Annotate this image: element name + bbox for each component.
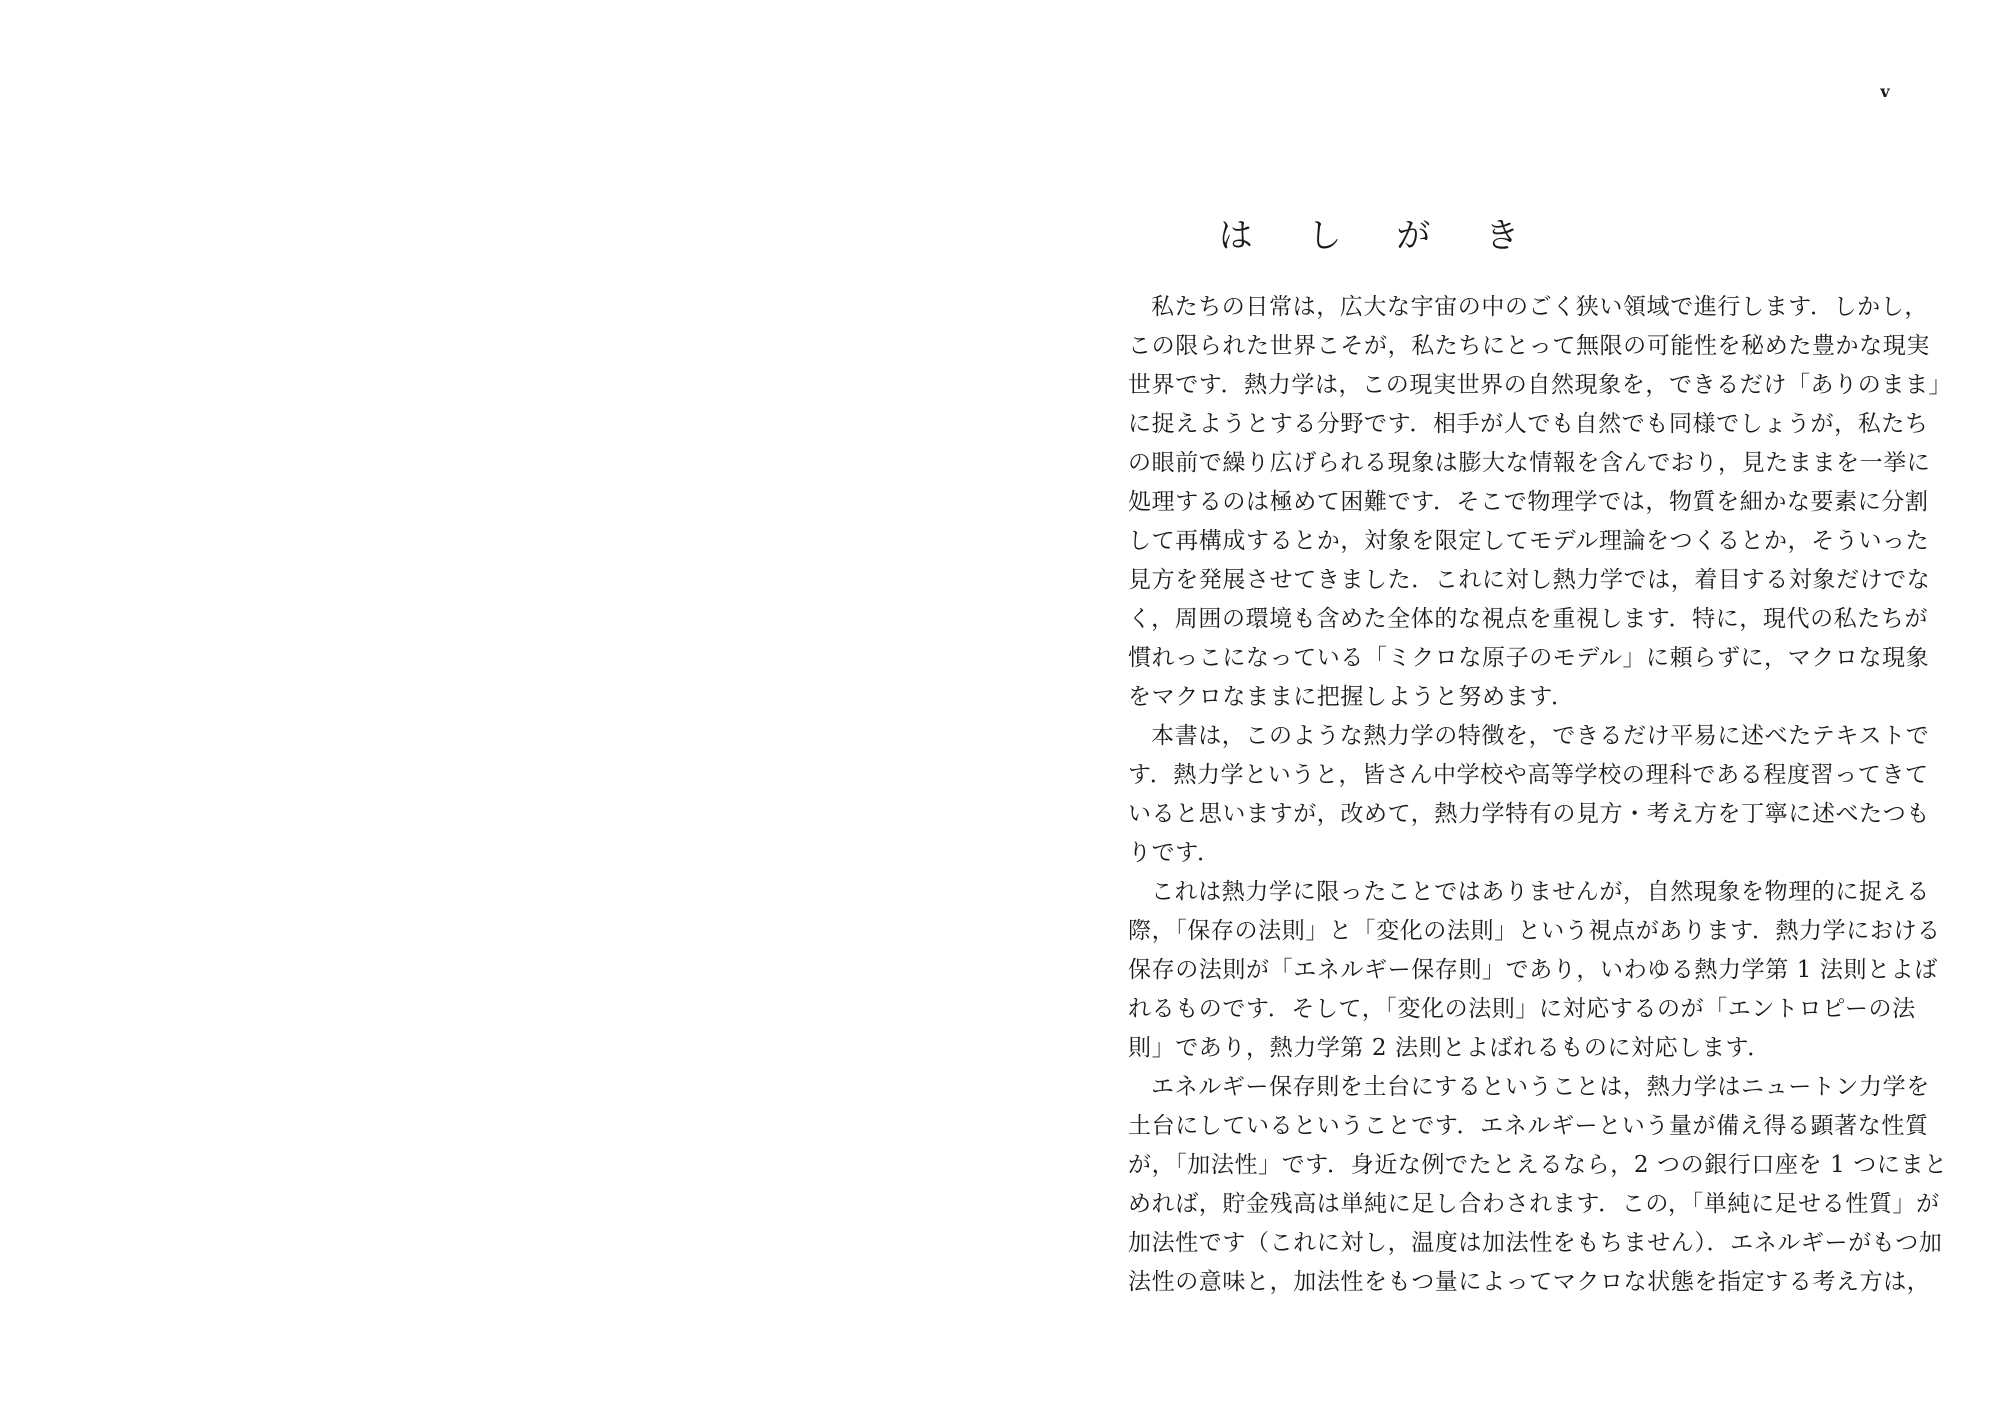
text-line: が，「加法性」です．身近な例でたとえるなら，2 つの銀行口座を 1 つにまと bbox=[1128, 1152, 1948, 1178]
text-line: 際，「保存の法則」と「変化の法則」という視点があります．熱力学における bbox=[1128, 918, 1941, 944]
paragraph bbox=[1128, 873, 1941, 1068]
text-line: をマクロなままに把握しようと努めます． bbox=[1128, 684, 1575, 710]
text-line: 加法性です（これに対し，温度は加法性をもちません）．エネルギーがもつ加 bbox=[1128, 1230, 1943, 1256]
text-line: エネルギー保存則を土台にするということは，熱力学はニュートン力学を bbox=[1151, 1074, 1930, 1100]
preface-body bbox=[1128, 288, 1953, 1302]
text-line: 保存の法則が「エネルギー保存則」であり，いわゆる熱力学第 1 法則とよば bbox=[1128, 957, 1938, 983]
text-line: これは熱力学に限ったことではありませんが，自然現象を物理的に捉える bbox=[1151, 879, 1930, 905]
text-line: 私たちの日常は，広大な宇宙の中のごく狭い領域で進行します．しかし， bbox=[1151, 294, 1928, 320]
paragraph bbox=[1128, 1068, 1948, 1302]
text-line: 則」であり，熱力学第 2 法則とよばれるものに対応します． bbox=[1128, 1035, 1771, 1061]
text-line: 土台にしているということです．エネルギーという量が備え得る顕著な性質 bbox=[1128, 1113, 1929, 1139]
page-title: は し が き bbox=[1218, 215, 1542, 256]
text-line: めれば，貯金残高は単純に足し合わされます．この，「単純に足せる性質」が bbox=[1128, 1191, 1940, 1217]
text-line: 世界です．熱力学は，この現実世界の自然現象を，できるだけ「ありのまま」 bbox=[1128, 372, 1953, 398]
text-line: いると思いますが，改めて，熱力学特有の見方・考え方を丁寧に述べたつも bbox=[1128, 801, 1930, 827]
text-line: す．熱力学というと，皆さん中学校や高等学校の理科である程度習ってきて bbox=[1128, 762, 1929, 788]
text-line: く，周囲の環境も含めた全体的な視点を重視します．特に，現代の私たちが bbox=[1128, 606, 1929, 632]
text-line: して再構成するとか，対象を限定してモデル理論をつくるとか，そういった bbox=[1128, 528, 1930, 554]
text-line: 本書は，このような熱力学の特徴を，できるだけ平易に述べたテキストで bbox=[1151, 723, 1930, 749]
text-line: 慣れっこになっている「ミクロな原子のモデル」に頼らずに，マクロな現象 bbox=[1128, 645, 1930, 671]
text-line: この限られた世界こそが，私たちにとって無限の可能性を秘めた豊かな現実 bbox=[1128, 333, 1930, 359]
text-line: 法性の意味と，加法性をもつ量によってマクロな状態を指定する考え方は， bbox=[1128, 1269, 1931, 1295]
paragraph bbox=[1128, 288, 1953, 717]
text-line: 見方を発展させてきました．これに対し熱力学では，着目する対象だけでな bbox=[1128, 567, 1931, 593]
text-line: りです． bbox=[1128, 840, 1221, 866]
text-line: の眼前で繰り広げられる現象は膨大な情報を含んでおり，見たままを一挙に bbox=[1128, 450, 1931, 476]
page-number: v bbox=[1880, 82, 1890, 101]
text-line: に捉えようとする分野です．相手が人でも自然でも同様でしょうが，私たち bbox=[1128, 411, 1929, 437]
paragraph bbox=[1128, 717, 1930, 873]
text-line: れるものです．そして，「変化の法則」に対応するのが「エントロピーの法 bbox=[1128, 996, 1916, 1022]
text-line: 処理するのは極めて困難です．そこで物理学では，物質を細かな要素に分割 bbox=[1128, 489, 1929, 515]
